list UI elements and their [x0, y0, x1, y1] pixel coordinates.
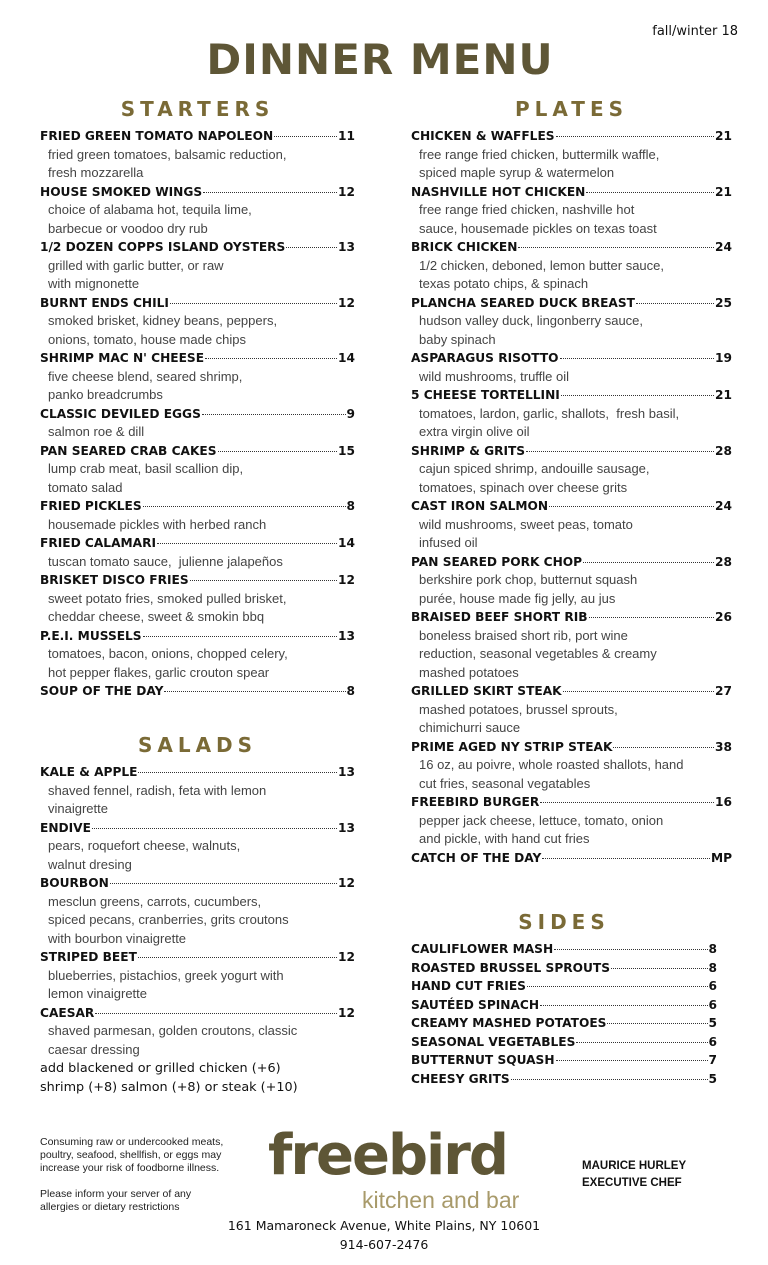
menu-item [40, 497, 355, 534]
dot-leader [218, 451, 338, 452]
address: 161 Mamaroneck Avenue, White Plains, NY 10601 [227, 1218, 541, 1233]
dot-leader [143, 636, 337, 637]
menu-item-price: 5 [708, 1071, 717, 1086]
menu-item-description: pears, roquefort cheese, walnuts, walnut dresing [48, 838, 241, 872]
menu-item [40, 763, 355, 819]
salads-section [40, 733, 355, 1097]
menu-item-row [411, 294, 732, 313]
dot-leader [607, 1023, 707, 1024]
menu-item-price: 7 [708, 1053, 717, 1067]
dot-leader [611, 968, 708, 969]
menu-item-row [411, 977, 717, 996]
menu-item [411, 849, 732, 868]
menu-item-price: 12 [338, 295, 355, 310]
starters-heading: STARTERS [120, 97, 275, 121]
menu-item [40, 183, 355, 239]
menu-item-name: BURNT ENDS CHILI [40, 295, 169, 310]
menu-item-price: 6 [708, 997, 717, 1012]
menu-item-name: CLASSIC DEVILED EGGS [40, 406, 201, 421]
menu-item [40, 819, 355, 875]
menu-item-description: boneless braised short rib, port wine reduction, seasonal vegetables & creamy mashed potatoes [419, 627, 657, 680]
dot-leader [583, 562, 714, 563]
menu-item-description: mashed potatoes, brussel sprouts, chimichurri sauce [419, 701, 618, 735]
menu-item-name: HAND CUT FRIES [411, 979, 526, 993]
menu-item-name: FRIED CALAMARI [40, 536, 156, 550]
menu-item-name: STRIPED BEET [40, 950, 137, 964]
menu-item-name: PAN SEARED CRAB CAKES [40, 443, 217, 458]
salad-addon-note: add blackened or grilled chicken (+6) shrimp (+8) salmon (+8) or steak (+10) [40, 1061, 298, 1095]
menu-item-row [411, 349, 732, 368]
dot-leader [274, 136, 337, 137]
menu-item-name: CREAMY MASHED POTATOES [411, 1016, 607, 1030]
menu-item [40, 534, 355, 571]
menu-item-name: ENDIVE [40, 820, 91, 835]
menu-item-name: SOUP OF THE DAY [40, 684, 164, 698]
dot-leader [561, 395, 714, 396]
menu-item [411, 1070, 717, 1089]
dot-leader [138, 957, 337, 958]
menu-item-row [40, 571, 355, 590]
menu-item-description: tomatoes, bacon, onions, chopped celery, hot pepper flakes, garlic crouton spear [48, 646, 288, 680]
menu-item-price: 21 [715, 184, 732, 199]
menu-item-row [40, 682, 355, 701]
menu-item-row [411, 127, 732, 146]
menu-item-row [40, 819, 355, 838]
menu-item-description: 1/2 chicken, deboned, lemon butter sauce, texas potato chips, & spinach [419, 257, 664, 291]
dot-leader [157, 543, 337, 544]
dot-leader [286, 247, 337, 248]
menu-item-price: 8 [708, 960, 717, 975]
menu-item-row [411, 442, 732, 461]
restaurant-contact [0, 1216, 768, 1254]
phone: 914-607-2476 [339, 1237, 429, 1252]
dot-leader [203, 192, 337, 193]
menu-item [411, 442, 732, 498]
menu-item-price: 8 [346, 499, 355, 513]
dot-leader [527, 986, 708, 987]
menu-item-price: 5 [708, 1016, 717, 1030]
menu-item-price: 38 [715, 739, 732, 754]
menu-item [411, 996, 717, 1015]
menu-item-row [40, 238, 355, 257]
dot-leader [549, 506, 714, 507]
menu-item-price: 12 [338, 950, 355, 964]
menu-item-price: 14 [338, 536, 355, 550]
dot-leader [636, 303, 714, 304]
menu-item-name: ASPARAGUS RISOTTO [411, 351, 559, 365]
menu-item-price: 28 [715, 554, 732, 569]
menu-item-description: free range fried chicken, nashville hot sauce, housemade pickles on texas toast [419, 202, 657, 236]
menu-item-row [411, 553, 732, 572]
menu-item-price: 24 [715, 499, 732, 513]
menu-item-description: smoked brisket, kidney beans, peppers, onions, tomato, house made chips [48, 313, 278, 347]
menu-item-price: 11 [338, 129, 355, 143]
menu-item-price: 12 [338, 1005, 355, 1020]
dot-leader [205, 358, 337, 359]
menu-item-name: PRIME AGED NY STRIP STEAK [411, 739, 613, 754]
dot-leader [554, 949, 707, 950]
menu-item-description: wild mushrooms, truffle oil [419, 368, 570, 384]
menu-item-name: PLANCHA SEARED DUCK BREAST [411, 295, 635, 310]
menu-item-row [40, 294, 355, 313]
menu-item-name: BOURBON [40, 876, 109, 890]
menu-item [40, 948, 355, 1004]
menu-item-row [40, 948, 355, 967]
menu-item [411, 238, 732, 294]
menu-item-description: tomatoes, lardon, garlic, shallots, fresh basil, extra virgin olive oil [419, 405, 680, 439]
menu-item-row [40, 442, 355, 461]
menu-item-price: 8 [346, 684, 355, 698]
menu-item-row [411, 996, 717, 1015]
raw-food-warning: Consuming raw or undercooked meats, poultry, seafood, shellfish, or eggs may increase your risk of foodborne illness. [40, 1136, 224, 1174]
dot-leader [542, 858, 710, 859]
menu-item-name: CATCH OF THE DAY [411, 850, 542, 865]
menu-item-description: grilled with garlic butter, or raw with mignonette [48, 257, 224, 291]
menu-item [40, 294, 355, 350]
menu-item-description: salmon roe & dill [48, 424, 145, 439]
menu-item-price: 12 [338, 876, 355, 890]
menu-item-price: 13 [338, 240, 355, 254]
menu-item [40, 1004, 355, 1060]
menu-item-name: SHRIMP MAC N' CHEESE [40, 351, 205, 365]
menu-item-description: hudson valley duck, lingonberry sauce, baby spinach [419, 313, 644, 347]
menu-item-description: 16 oz, au poivre, whole roasted shallots, hand cut fries, seasonal vegatables [419, 757, 684, 791]
chef-title: EXECUTIVE CHEF [582, 1177, 682, 1189]
menu-item [411, 386, 732, 442]
dot-leader [190, 580, 337, 581]
sides-list [411, 940, 717, 1088]
menu-item [40, 405, 355, 442]
dot-leader [95, 1013, 337, 1014]
menu-item-row [40, 405, 355, 424]
menu-item-name: BRICK CHICKEN [411, 240, 518, 254]
menu-item-price: MP [710, 850, 732, 865]
menu-item-row [40, 127, 355, 146]
menu-item-row [411, 183, 732, 202]
season-label: fall/winter 18 [652, 24, 738, 39]
menu-item-description: sweet potato fries, smoked pulled brisket, cheddar cheese, sweet & smokin bbq [48, 590, 287, 624]
menu-item-name: CAST IRON SALMON [411, 499, 549, 513]
menu-item-name: CHEESY GRITS [411, 1071, 510, 1086]
menu-item-name: PAN SEARED PORK CHOP [411, 554, 583, 569]
dot-leader [518, 247, 714, 248]
menu-item-name: CAULIFLOWER MASH [411, 942, 554, 956]
salads-heading: SALADS [137, 733, 258, 757]
menu-item-price: 19 [715, 351, 732, 365]
menu-item-price: 28 [715, 443, 732, 458]
freebird-logo: freebird [268, 1123, 507, 1188]
sides-section [411, 910, 717, 1088]
menu-item-description: wild mushrooms, sweet peas, tomato infused oil [419, 516, 633, 550]
menu-item-price: 21 [715, 388, 732, 402]
menu-item [40, 627, 355, 683]
menu-item-name: 1/2 DOZEN COPPS ISLAND OYSTERS [40, 240, 286, 254]
menu-item-row [40, 627, 355, 646]
menu-item [40, 349, 355, 405]
menu-item [411, 127, 732, 183]
menu-item-row [411, 497, 732, 516]
menu-item-description: five cheese blend, seared shrimp, panko breadcrumbs [48, 368, 243, 402]
menu-item-row [411, 793, 732, 812]
menu-item-description: mesclun greens, carrots, cucumbers, spiced pecans, cranberries, grits croutons with bourbon vinaigrette [48, 893, 289, 946]
menu-item-price: 25 [715, 295, 732, 310]
menu-item [40, 238, 355, 294]
dot-leader [138, 772, 337, 773]
menu-item-description: free range fried chicken, buttermilk waffle, spiced maple syrup & watermelon [419, 146, 660, 180]
menu-item-name: BUTTERNUT SQUASH [411, 1053, 555, 1067]
menu-item-description: shaved parmesan, golden croutons, classic caesar dressing [48, 1023, 298, 1057]
dot-leader [526, 451, 714, 452]
menu-item-name: HOUSE SMOKED WINGS [40, 184, 203, 199]
menu-item-row [411, 940, 717, 959]
menu-item-description: pepper jack cheese, lettuce, tomato, onion and pickle, with hand cut fries [419, 812, 664, 846]
menu-item-row [411, 1014, 717, 1033]
menu-item [411, 553, 732, 609]
menu-item-row [411, 238, 732, 257]
menu-item-description: fried green tomatoes, balsamic reduction, fresh mozzarella [48, 146, 287, 180]
starters-section [40, 97, 355, 701]
dot-leader [589, 617, 714, 618]
menu-item-price: 8 [708, 942, 717, 956]
menu-item-description: tuscan tomato sauce, julienne jalapeños [48, 553, 283, 569]
menu-item-row [411, 738, 732, 757]
plates-heading: PLATES [514, 97, 629, 121]
menu-item-name: KALE & APPLE [40, 765, 138, 779]
plates-section [411, 97, 732, 867]
menu-item [40, 442, 355, 498]
menu-item-price: 15 [338, 443, 355, 458]
menu-item-price: 12 [338, 573, 355, 587]
menu-item [411, 738, 732, 794]
menu-item-name: SAUTÉED SPINACH [411, 997, 540, 1012]
menu-item-row [40, 1004, 355, 1023]
menu-item-row [40, 534, 355, 553]
menu-item-name: ROASTED BRUSSEL SPROUTS [411, 960, 610, 975]
menu-item-name: SEASONAL VEGETABLES [411, 1034, 576, 1049]
dot-leader [170, 303, 337, 304]
menu-item-description: blueberries, pistachios, greek yogurt with lemon vinaigrette [48, 967, 284, 1001]
dot-leader [613, 747, 714, 748]
menu-item-name: BRISKET DISCO FRIES [40, 573, 189, 587]
menu-item-name: SHRIMP & GRITS [411, 443, 526, 458]
menu-item-name: BRAISED BEEF SHORT RIB [411, 610, 588, 624]
menu-item-row [411, 1051, 717, 1070]
menu-item-description: shaved fennel, radish, feta with lemon vinaigrette [48, 782, 267, 816]
menu-item-price: 27 [715, 684, 732, 698]
dot-leader [563, 691, 714, 692]
menu-item-row [411, 1033, 717, 1052]
salads-list [40, 763, 355, 1059]
menu-item [411, 608, 732, 682]
chef-credit [582, 1158, 686, 1192]
dot-leader [511, 1079, 708, 1080]
menu-item-price: 6 [708, 1034, 717, 1049]
logo-subtitle: kitchen and bar [362, 1187, 520, 1213]
allergy-note: Please inform your server of any allergies or dietary restrictions [40, 1188, 192, 1213]
menu-item [411, 940, 717, 959]
menu-item-row [40, 763, 355, 782]
menu-item [40, 127, 355, 183]
menu-item [411, 183, 732, 239]
menu-item [411, 1014, 717, 1033]
menu-item [411, 349, 732, 386]
menu-item-price: 13 [338, 628, 355, 643]
dot-leader [110, 883, 337, 884]
menu-item-row [40, 497, 355, 516]
menu-item-description: choice of alabama hot, tequila lime, barbecue or voodoo dry rub [48, 202, 252, 236]
menu-item-name: GRILLED SKIRT STEAK [411, 684, 562, 698]
starters-list [40, 127, 355, 701]
menu-item-price: 14 [338, 351, 355, 365]
menu-item-price: 12 [338, 184, 355, 199]
menu-item-row [411, 959, 717, 978]
menu-item-description: lump crab meat, basil scallion dip, tomato salad [48, 461, 244, 495]
dot-leader [540, 1005, 707, 1006]
menu-item-price: 16 [715, 795, 732, 809]
menu-item-row [411, 608, 732, 627]
dot-leader [576, 1042, 707, 1043]
menu-item-name: FREEBIRD BURGER [411, 795, 540, 809]
menu-item-name: CAESAR [40, 1005, 95, 1020]
menu-item [411, 793, 732, 849]
menu-item-price: 21 [715, 129, 732, 143]
menu-item [411, 959, 717, 978]
menu-item [40, 874, 355, 948]
dot-leader [164, 691, 345, 692]
menu-item [40, 571, 355, 627]
menu-item-description: berkshire pork chop, butternut squash purée, house made fig jelly, au jus [419, 572, 638, 606]
menu-item-row [40, 349, 355, 368]
menu-item-row [411, 386, 732, 405]
menu-item-row [40, 874, 355, 893]
dot-leader [560, 358, 715, 359]
menu-item-price: 9 [346, 406, 355, 421]
menu-item [411, 682, 732, 738]
dot-leader [586, 192, 714, 193]
dot-leader [556, 1060, 708, 1061]
menu-item-name: FRIED PICKLES [40, 499, 142, 513]
menu-item-row [411, 1070, 717, 1089]
dot-leader [92, 828, 337, 829]
menu-item-description: cajun spiced shrimp, andouille sausage, tomatoes, spinach over cheese grits [419, 461, 650, 495]
page-title: DINNER MENU [206, 35, 554, 84]
dot-leader [143, 506, 346, 507]
menu-item-description: housemade pickles with herbed ranch [48, 516, 267, 532]
menu-item [411, 294, 732, 350]
menu-item [411, 497, 732, 553]
menu-item-name: CHICKEN & WAFFLES [411, 129, 555, 143]
menu-item-name: NASHVILLE HOT CHICKEN [411, 184, 586, 199]
menu-item-row [411, 682, 732, 701]
menu-item-price: 26 [715, 610, 732, 624]
menu-item [411, 1051, 717, 1070]
menu-item-name: P.E.I. MUSSELS [40, 628, 142, 643]
menu-item-price: 6 [708, 979, 717, 993]
dot-leader [202, 414, 346, 415]
menu-item-price: 13 [338, 820, 355, 835]
menu-item-price: 13 [338, 765, 355, 779]
dot-leader [540, 802, 714, 803]
menu-item [411, 1033, 717, 1052]
plates-list [411, 127, 732, 867]
menu-item [411, 977, 717, 996]
dot-leader [556, 136, 714, 137]
menu-item-price: 24 [715, 240, 732, 254]
footer-notes [40, 1136, 225, 1227]
chef-name: MAURICE HURLEY [582, 1160, 687, 1172]
menu-item-name: FRIED GREEN TOMATO NAPOLEON [40, 129, 274, 143]
menu-item-row [411, 849, 732, 868]
sides-heading: SIDES [518, 910, 610, 934]
menu-item-name: 5 CHEESE TORTELLINI [411, 388, 560, 402]
menu-item [40, 682, 355, 701]
menu-item-row [40, 183, 355, 202]
